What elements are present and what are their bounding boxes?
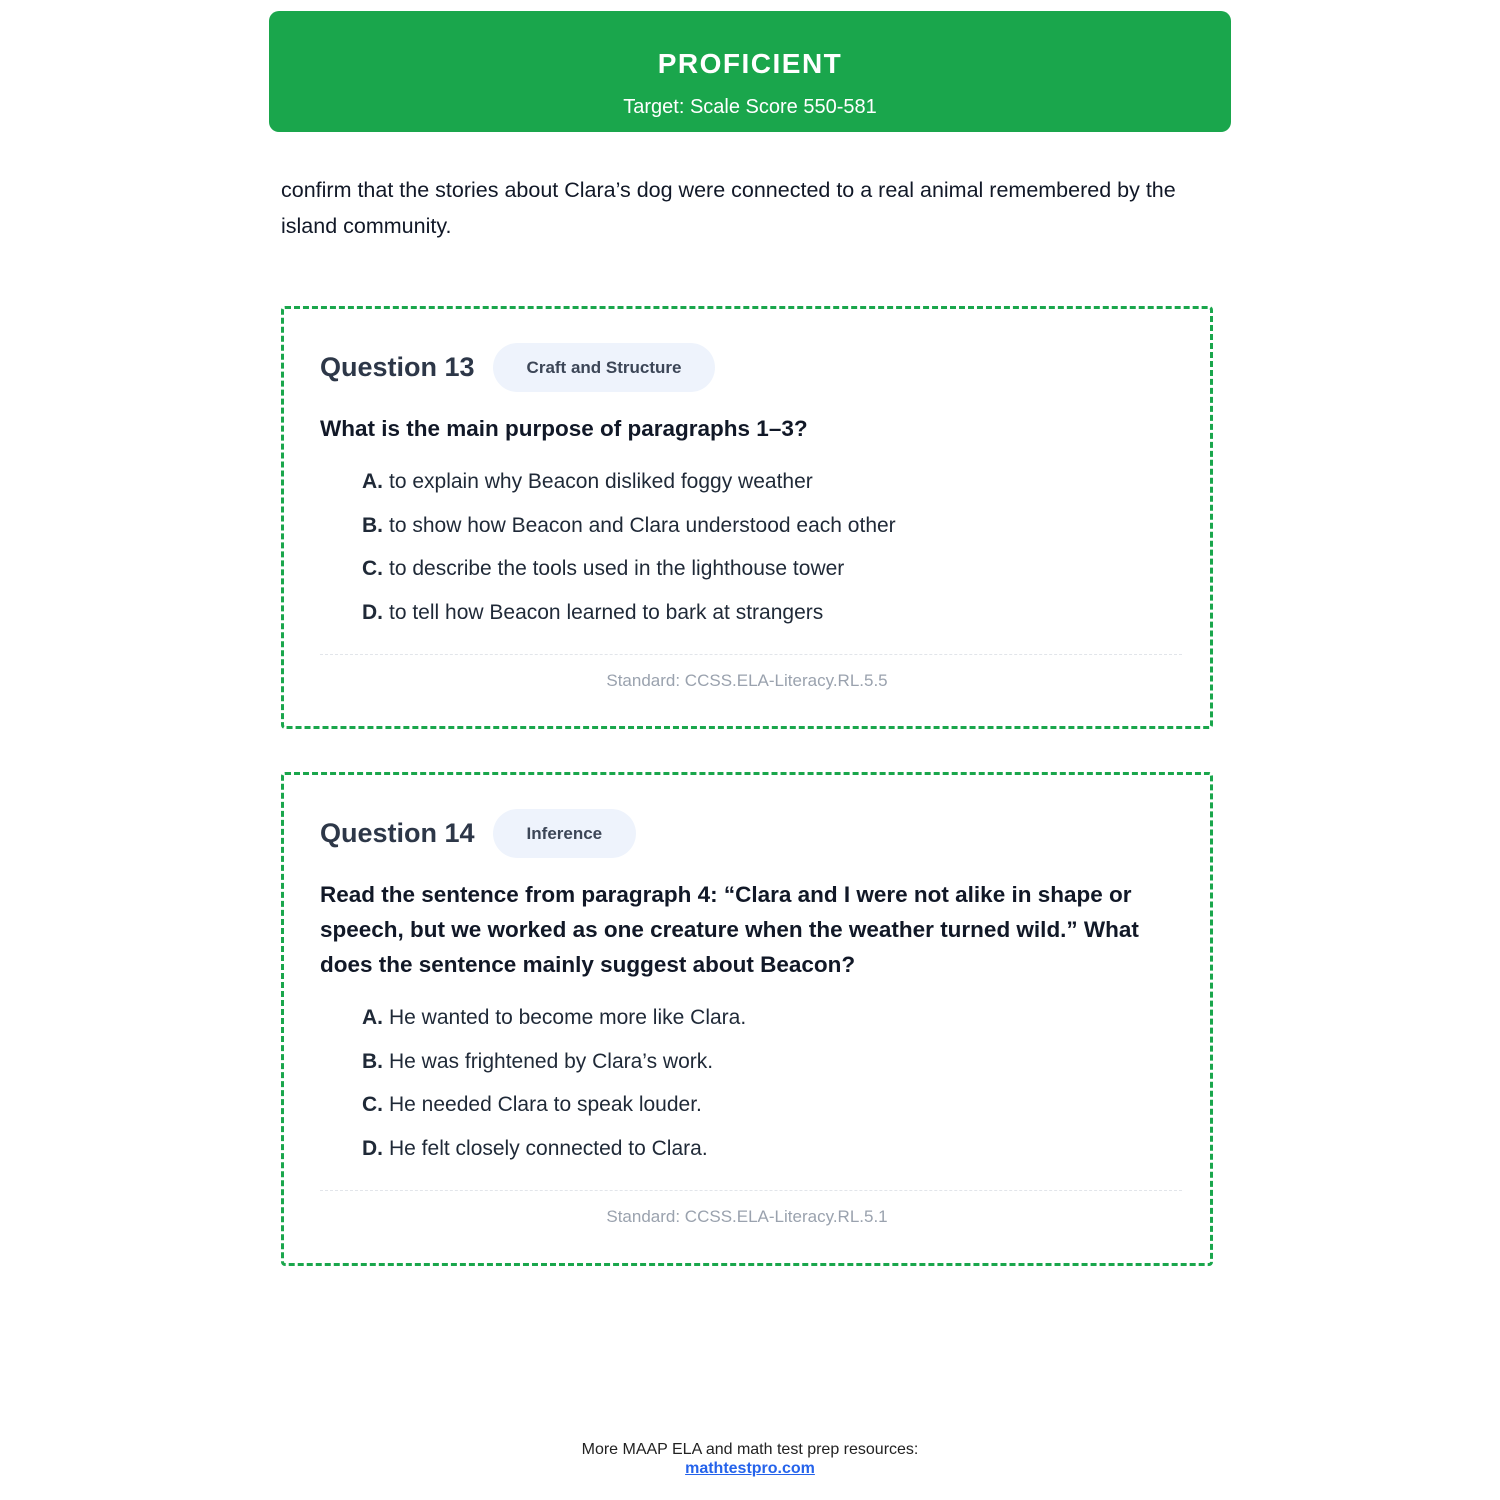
option-letter: D. bbox=[362, 1136, 383, 1160]
answer-option[interactable] bbox=[362, 460, 896, 504]
card-divider bbox=[320, 1190, 1182, 1191]
answer-option[interactable] bbox=[362, 1083, 746, 1127]
question-number: Question 14 bbox=[320, 817, 475, 848]
card-divider bbox=[320, 654, 1182, 655]
skill-tag: Craft and Structure bbox=[493, 343, 716, 392]
option-text: He was frightened by Clara’s work. bbox=[389, 1049, 714, 1073]
answer-options bbox=[362, 996, 746, 1170]
option-text: to tell how Beacon learned to bark at strangers bbox=[389, 600, 824, 624]
footer-link[interactable]: mathtestpro.com bbox=[685, 1460, 815, 1477]
option-letter: C. bbox=[362, 1093, 383, 1117]
answer-options bbox=[362, 460, 896, 634]
option-letter: D. bbox=[362, 600, 383, 624]
passage-text: confirm that the stories about Clara’s dog were connected to a real animal remembered by the island community. bbox=[281, 178, 1176, 238]
option-letter: B. bbox=[362, 513, 383, 537]
skill-tag: Inference bbox=[493, 809, 637, 858]
question-stem: Read the sentence from paragraph 4: “Clara and I were not alike in shape or speech, but we worked as one creature when the weather turned wild.” What does the sentence mainly suggest about Beacon? bbox=[320, 882, 1139, 977]
question-card bbox=[281, 306, 1213, 729]
banner-title: PROFICIENT bbox=[657, 48, 843, 79]
question-number: Question 13 bbox=[320, 351, 475, 382]
option-text: to describe the tools used in the lighthouse tower bbox=[389, 557, 845, 581]
answer-option[interactable] bbox=[362, 1040, 746, 1084]
option-letter: B. bbox=[362, 1049, 383, 1073]
option-text: to show how Beacon and Clara understood each other bbox=[389, 513, 896, 537]
question-stem: What is the main purpose of paragraphs 1–3? bbox=[320, 416, 808, 441]
footer bbox=[0, 1440, 1500, 1478]
option-text: to explain why Beacon disliked foggy weather bbox=[389, 470, 813, 493]
question-card bbox=[281, 772, 1213, 1266]
answer-option[interactable] bbox=[362, 996, 746, 1040]
option-text: He felt closely connected to Clara. bbox=[389, 1136, 708, 1160]
option-letter: A. bbox=[362, 1006, 383, 1029]
option-text: He wanted to become more like Clara. bbox=[389, 1006, 747, 1029]
question-header bbox=[320, 808, 636, 858]
footer-text: More MAAP ELA and math test prep resources: bbox=[581, 1441, 919, 1458]
option-letter: C. bbox=[362, 557, 383, 581]
answer-option[interactable] bbox=[362, 591, 896, 635]
standard-label: Standard: CCSS.ELA-Literacy.RL.5.1 bbox=[606, 1207, 888, 1226]
level-banner bbox=[269, 11, 1231, 132]
question-header bbox=[320, 342, 715, 392]
option-text: He needed Clara to speak louder. bbox=[389, 1093, 702, 1117]
answer-option[interactable] bbox=[362, 1127, 746, 1171]
option-letter: A. bbox=[362, 470, 383, 493]
standard-label: Standard: CCSS.ELA-Literacy.RL.5.5 bbox=[606, 671, 888, 690]
banner-subtitle: Target: Scale Score 550-581 bbox=[623, 96, 877, 118]
answer-option[interactable] bbox=[362, 504, 896, 548]
answer-option[interactable] bbox=[362, 547, 896, 591]
